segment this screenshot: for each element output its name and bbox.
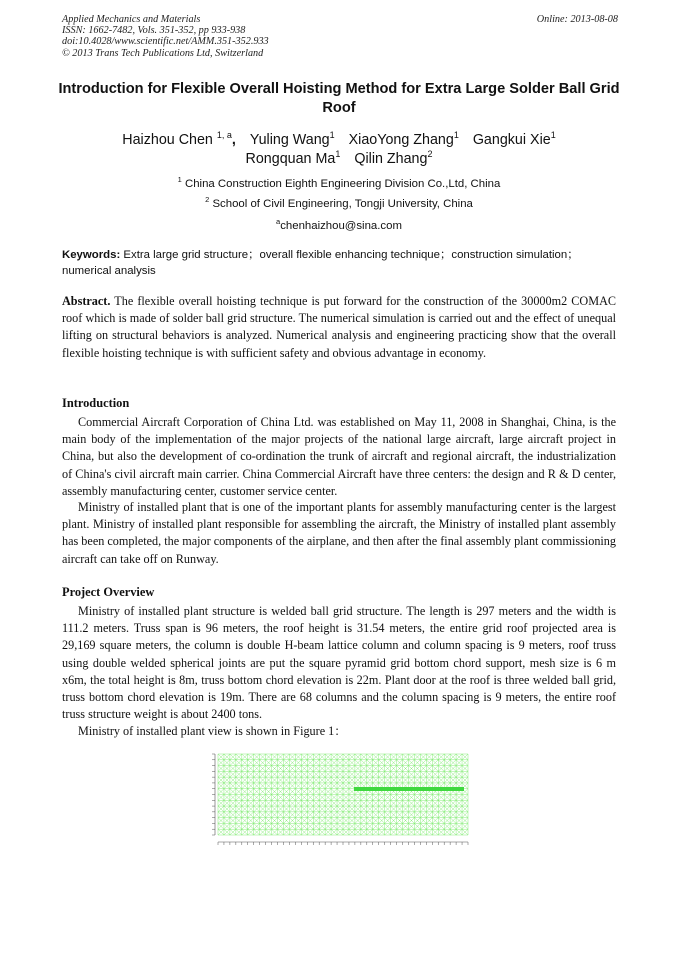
author-line-2 <box>40 150 638 169</box>
author: Haizhou Chen $^{1, a}$, <box>122 130 236 148</box>
abstract-text: The flexible overall hoisting technique is put forward for the construction of the 30000m2 COMAC roof which is made of solder ball grid structure. The numerical simulation is carried out and the effect of unequal lifting on structural behaviors is analyzed. Numerical analysis and engineering practicing show that the overall flexible hoisting technique is with sufficient safety and obvious advantage in economy. <box>62 294 616 360</box>
author: Qilin Zhang$^2$ <box>354 149 433 167</box>
section-heading-project-overview: Project Overview <box>62 585 155 599</box>
keywords-text: Extra large grid structure；overall flexible enhancing technique；construction simulation；numerical analysis <box>62 249 579 277</box>
grid-lines <box>218 754 468 835</box>
paragraph: Ministry of installed plant structure is welded ball grid structure. The length is 297 meters and the width is 111.2 meters. Truss span is 96 meters, the roof height is 31.54 meters, the entire grid roof projected area is 29,169 square meters, the column is double H-beam lattice column and column spacing is 9 meters, roof truss using double welded spherical joints are put the square pyramid grid bottom chord support, mesh size is 6 m x6m, the total height is 8m, truss bottom chord elevation is 22m. Plant door at the roof is three welded ball grid, truss bottom chord elevation is 19m. There are 68 columns and the column spacing is 9 meters, the entire roof truss structure weight is about 2400 tons. <box>62 604 616 722</box>
author: Yuling Wang$^1$ <box>249 130 335 148</box>
paragraph: Commercial Aircraft Corporation of China Ltd. was established on May 11, 2008 in Shanghai, China, is the main body of the implementation of the major projects of the national large aircraft, large aircraft project in China, but also the development of co-ordination the trunk of aircraft and regional aircraft, the industrialization of China's civil aircraft main carrier. China Commercial Aircraft have three centers: the design and R & D center, assembly manufacturing center, customer service center. <box>62 415 616 498</box>
affiliation-1: $^1$ China Construction Eighth Engineering Division Co.,Ltd, China <box>177 175 501 190</box>
author-line-1 <box>40 131 638 150</box>
affiliation-2: $^2$ School of Civil Engineering, Tongji University, China <box>205 195 473 210</box>
paper-title: Introduction for Flexible Overall Hoisting Method for Extra Large Solder Ball Grid Roof <box>58 81 620 116</box>
figure-1-plant-grid-view <box>208 751 471 849</box>
paragraph: Ministry of installed plant view is shown in Figure 1： <box>78 724 347 738</box>
doi-line: doi:10.4028/www.scientific.net/AMM.351-352.933 <box>62 36 269 48</box>
door-truss-band <box>354 787 464 791</box>
author: XiaoYong Zhang$^1$ <box>348 130 459 148</box>
author-email: $^a$chenhaizhou@sina.com <box>276 217 402 232</box>
issn-line: ISSN: 1662-7482, Vols. 351-352, pp 933-938 <box>62 25 246 37</box>
keywords <box>62 248 616 279</box>
author: Gangkui Xie$^1$ <box>472 130 556 148</box>
journal-header <box>62 14 618 59</box>
grid-members <box>218 754 468 835</box>
author-list <box>40 131 638 169</box>
section-heading-introduction: Introduction <box>62 396 130 410</box>
paragraph: Ministry of installed plant that is one of the important plants for assembly manufacturing center is the largest plant. Ministry of installed plant responsible for assembling the aircraft, the Ministry of installed plant assembly has been completed, the major components of the airplane, and then after the final assembly plant commissioning aircraft can take off on Runway. <box>62 500 616 566</box>
journal-name: Applied Mechanics and Materials <box>62 14 201 25</box>
author: Rongquan Ma$^1$ <box>245 149 341 167</box>
abstract <box>62 293 616 362</box>
online-date: Online: 2013-08-08 <box>536 14 618 25</box>
copyright-line: © 2013 Trans Tech Publications Ltd, Switzerland <box>62 47 264 59</box>
keywords-label: Keywords: <box>62 249 121 261</box>
abstract-label: Abstract. <box>62 294 111 308</box>
